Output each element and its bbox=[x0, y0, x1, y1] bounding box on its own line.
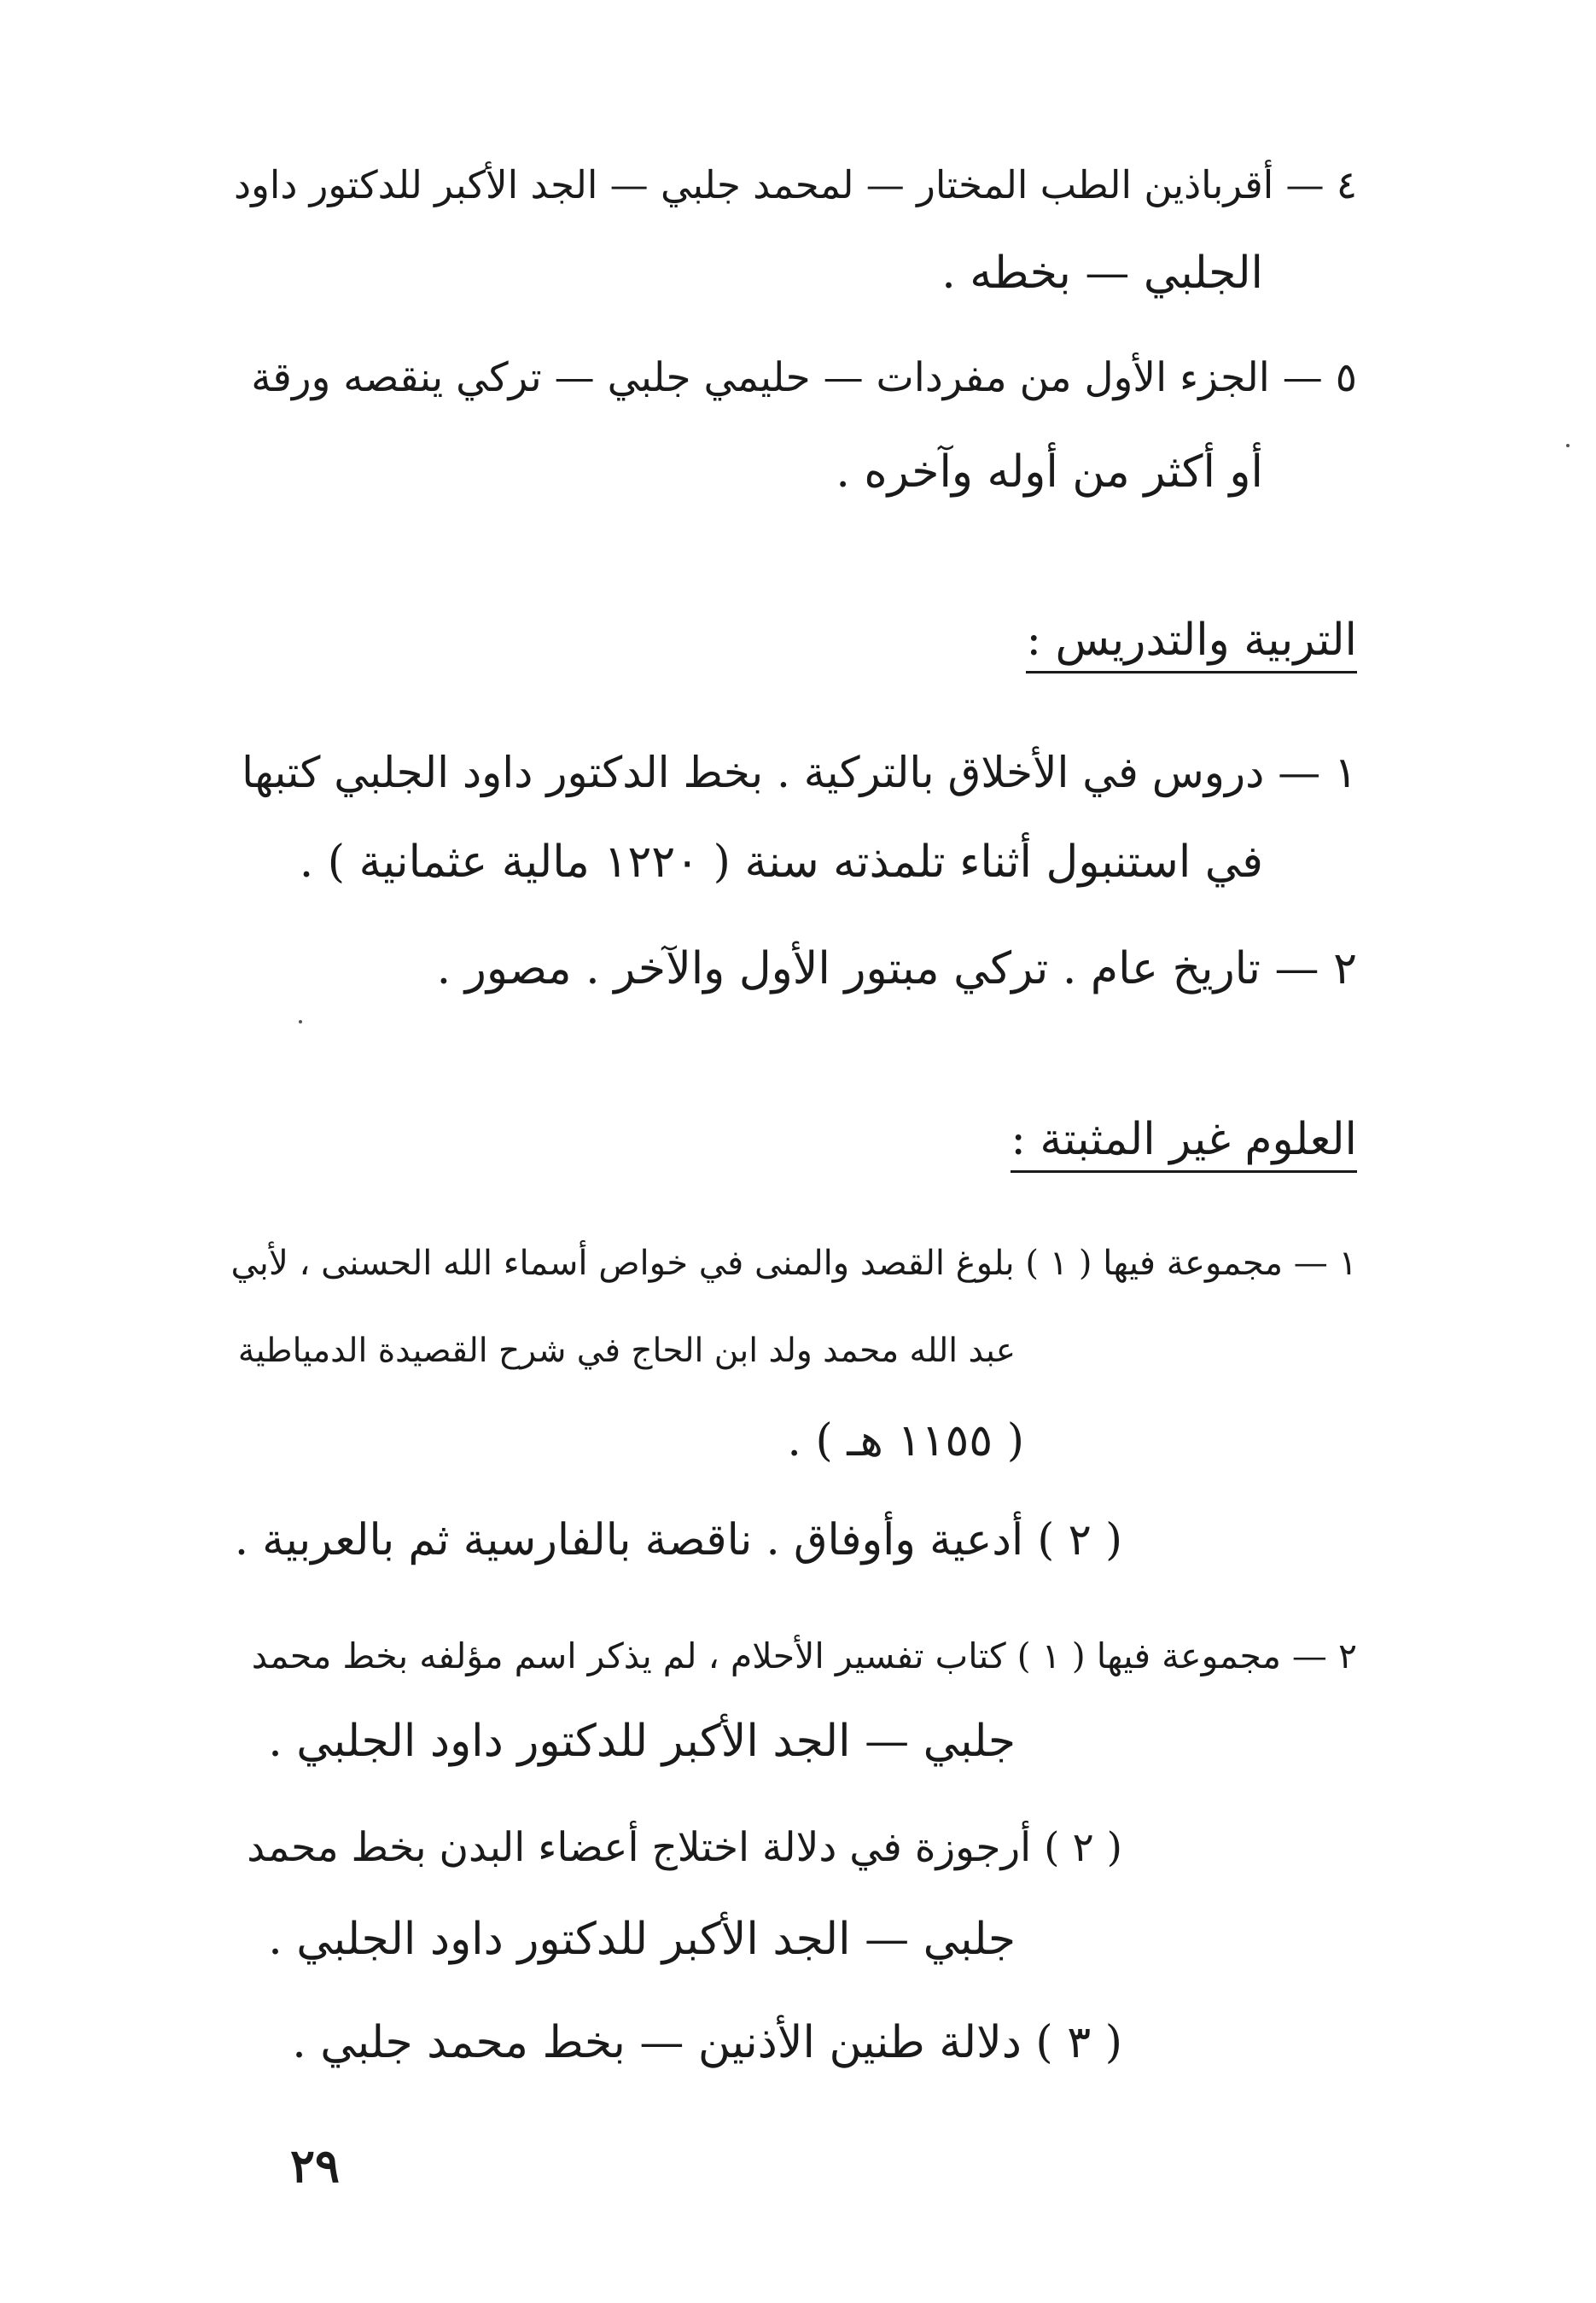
occult-item1-line2: عبد الله محمد ولد ابن الحاج في شرح القصيدة الدمياطية bbox=[237, 1332, 1016, 1370]
item4-line1: ٤ — أقرباذين الطب المختار — لمحمد جلبي — الجد الأكبر للدكتور داود bbox=[234, 162, 1357, 207]
education-item1-line1: ١ — دروس في الأخلاق بالتركية . بخط الدكتور داود الجلبي كتبها bbox=[242, 748, 1357, 797]
section-heading-occult bbox=[1011, 1110, 1357, 1169]
section-heading-education-text: التربية والتدريس : bbox=[1026, 615, 1357, 673]
section-heading-occult-text: العلوم غير المثبتة : bbox=[1011, 1114, 1357, 1173]
education-item1-line2: في استنبول أثناء تلمذته سنة ( ١٢٢٠ مالية عثمانية ) . bbox=[299, 837, 1263, 888]
occult-item2-sub3: ( ٣ ) دلالة طنين الأذنين — بخط محمد جلبي . bbox=[292, 2017, 1122, 2068]
occult-item1-line3: ( ١١٥٥ هـ ) . bbox=[787, 1415, 1024, 1466]
occult-item1-sub2: ( ٢ ) أدعية وأوفاق . ناقصة بالفارسية ثم بالعربية . bbox=[234, 1515, 1122, 1565]
occult-item1-line1: ١ — مجموعة فيها ( ١ ) بلوغ القصد والمنى في خواص أسماء الله الحسنى ، لأبي bbox=[230, 1244, 1357, 1283]
item4-line2: الجلبي — بخطه . bbox=[941, 248, 1263, 299]
section-heading-education bbox=[1026, 610, 1357, 670]
occult-item2-line2: جلبي — الجد الأكبر للدكتور داود الجلبي . bbox=[268, 1716, 1016, 1767]
occult-item2-sub2-line2: جلبي — الجد الأكبر للدكتور داود الجلبي . bbox=[268, 1914, 1016, 1965]
occult-item2-sub2-line1: ( ٢ ) أرجوزة في دلالة اختلاج أعضاء البدن بخط محمد bbox=[247, 1824, 1122, 1871]
page-number: ٢٩ bbox=[290, 2138, 341, 2193]
item5-line2: أو أكثر من أوله وآخره . bbox=[836, 446, 1263, 498]
occult-item2-line1: ٢ — مجموعة فيها ( ١ ) كتاب تفسير الأحلام ، لم يذكر اسم مؤلفه بخط محمد bbox=[251, 1635, 1357, 1676]
education-item2-line1: ٢ — تاريخ عام . تركي مبتور الأول والآخر . مصور . bbox=[436, 943, 1357, 994]
item5-line1: ٥ — الجزء الأول من مفردات — حليمي جلبي — تركي ينقصه ورقة bbox=[251, 354, 1357, 401]
scan-speck bbox=[299, 1020, 302, 1023]
scan-speck bbox=[1566, 444, 1570, 447]
